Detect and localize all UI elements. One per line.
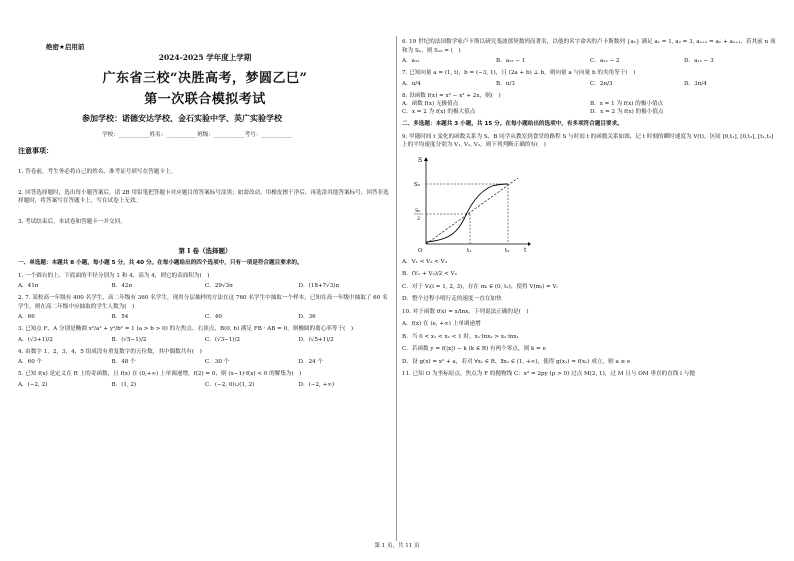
option: C．x = 2 为 f(x) 的极大值点 [402,109,476,115]
part1-title: 第 I 卷（选择题） [178,247,232,255]
option: C．(−2, 0)∪(1, 2) [205,381,255,388]
distance-curve [426,184,508,242]
question-stem: 7. 已知向量 a = (1, t)，b = (−3, 1)，且 (2a + b) ⊥ b，则向量 a 与向量 b 的夹角等于( ) [402,70,636,76]
section2-heading: 二、多选题：本题共 3 小题，共 15 分。在每小题给出的选项中，有多项符合题目要求。 [402,121,623,127]
question-stem: 11. 已知 O 为坐标原点，焦点为 F 的抛物线 C：x² = 2py (p > 0) 过点 M(2, 1)，过 M 且与 OM 垂直的直线 l 与抛 [402,371,695,377]
x-axis-label: t [524,246,527,254]
question-options [18,282,392,290]
option: A．V₁ < V₂ < V₃ [402,258,447,265]
s0-label: S₀ [414,181,420,188]
secant-line [426,178,518,244]
y-axis-label: S [418,156,423,164]
option: D．(√5+1)/2 [298,336,334,343]
notice-item: 1. 答卷前，考生务必将自己的姓名、准考证号填写在答题卡上。 [18,169,177,175]
question-stem: 9. 甲随时间 t 变化的函数关系为 S，B 同学从教室到食堂的路程 S 与时间 t 的函数关系如图，记 t 时刻的瞬时速度为 V(t)，区间 [0,t₁], [0,t₂], [t₁,t₂] 上的平均速度分别为 V₁, V₂, V₃，则下列判断正确的有( ) [402,133,774,148]
option: A．函数 f(x) 无极值点 [402,101,459,107]
question-options [402,80,778,88]
question-options [402,100,778,116]
question-stem: 10. 对于函数 f(x) = x/lnx，下列说法正确的是( ) [402,308,529,315]
option: A．(−2, 2) [18,381,48,388]
option: B．x = 1 为 f(x) 的极小值点 [590,101,664,107]
question-options [18,358,392,366]
option: D．36 [298,314,316,320]
option: C．40 [205,314,222,320]
option: C．2π/3 [590,80,613,87]
secret-label: 绝密★启用前 [46,43,85,51]
option: A．(√3+1)/2 [18,336,53,343]
column-divider [396,36,397,541]
question-options [18,313,392,321]
origin-label: O [418,247,423,254]
graph-svg [412,154,532,254]
option: D．整个过程小明行走的速度一直在加快 [402,296,502,302]
option: A．a₁₂ [402,58,420,64]
option: D．3π/4 [684,80,707,87]
option: C．(√3−1)/2 [205,336,241,343]
left-column [18,38,392,389]
participating-schools: 参加学校：诺德安达学校、金石实验中学、英广实验学校 [82,114,282,123]
question-stem: 4. 由数字 1，2，3，4，5 组成没有重复数字的五位数，其中偶数共有( ) [18,348,202,355]
s0-half-denominator: 2 [417,215,421,222]
notice-item: 3. 考试结束后，本试卷和答题卡一并交回。 [18,218,126,225]
option: D．(18+7√3)π [298,283,340,289]
option: B．54 [111,314,129,320]
option: B．(V₁ + V₃)/2 < V₂ [402,271,457,277]
question-options [18,336,392,344]
option: B．当 0 < x₁ < x₂ < 1 时，x₁·lnx₂ > x₂·lnx₁ [402,333,519,340]
option: B．(1, 2) [111,381,137,388]
page-footer: 第 1 页，共 11 页 [374,543,420,549]
option: B．π/3 [496,80,515,87]
option: C．若函数 y = f(|x|) − k (k ∈ R) 有两个零点，则 k = e [402,346,546,352]
option: A．60 个 [18,359,43,365]
option: D．x = 2 为 f(x) 的极小值点 [590,109,664,115]
exam-title-line1: 广东省三校“决胜高考，梦圆乙巳” [102,71,308,86]
x-axis-arrow [528,242,531,246]
option: C．30 个 [205,359,230,365]
option: C．对于 Vᵢ(i = 1, 2, 3)，存在 mᵢ ∈ (0, t₂)，使得 V(mᵢ) = Vᵢ [402,283,558,290]
question-stem: 6. 19 世纪的法国数学家卢卡斯以研究斐波那契数列而著名，以他的名字命名的卢卡斯数列 {aₙ} 满足 a₁ = 1, a₂ = 3, aₙ₊₂ = aₙ + aₙ₊₁，若其前 n 项和为 Sₙ，则 S₁₀ = ( ) [402,39,776,54]
question-stem: 2. 7. 某校高一年级有 400 名学生，高二年级有 360 名学生，现用分层抽样的方法在这 760 名学生中抽取一个样本，已知在高一年级中抽取了 60 名学生，则在高二年级中应抽取的学生人数为( ) [18,295,388,310]
exam-year: 2024-2025 学年度上学期 [158,53,252,62]
option: A．f(x) 在 (e, +∞) 上单调递增 [402,321,481,327]
notice-item: 2. 回答选择题时，选出每小题答案后，请 2B 用铅笔把答题卡对应题目的答案标号涂黑；如需改动，用橡皮擦干净后，再选涂其他答案标号。回答非选择题时，将答案写在答题卡上，写在试卷上无效。 [18,189,389,204]
notice-title: 注意事项： [18,147,53,155]
question-stem: 3. 已知点 F、A 分别是椭圆 x²/a² + y²/b² = 1 (a > b > 0) 的左焦点、右顶点，B(0, b) 满足 FB · AB = 0，则椭圆的离心率等于( ) [18,326,354,332]
y-axis-arrow [424,157,428,161]
question-stem: 5. 已知 f(x) 是定义在 R 上的奇函数，且 f(x) 在 (0,+∞) 上单调递增，f(2) = 0，则 (x−1)·f(x) < 0 的解集为( ) [18,371,302,377]
option: C．29√3π [205,283,233,289]
option: B．48 个 [111,359,136,365]
option: A．66 [18,314,35,320]
question-stem: 1. 一个圆台的上、下底面的半径分别为 1 和 4，高为 4，则它的表面积为( ) [18,272,210,279]
option: D．设 g(x) = x² + a，若对 ∀x₁ ∈ R，∃x₂ ∈ (1, +∞)，使得 g(x₁) = f(x₂) 成立，则 a ≥ e [402,358,631,365]
option: B．42π [111,283,132,289]
question-stem: 8. 设函数 f(x) = x³ − x² + 2x，则( ) [402,92,501,99]
t1-label: t₁ [467,247,472,254]
option: D．(−2, +∞) [298,381,335,388]
option: A．π/4 [402,80,421,87]
section1-heading: 一、单选题：本题共 8 小题，每小题 5 分，共 40 分。在每小题给出的四个选项中，只有一项是符合题目要求的。 [18,260,303,266]
right-column [402,38,778,379]
option: B．a₁₂ − 1 [496,58,526,64]
t2-label: t₂ [505,247,510,254]
option: C．a₁₂ − 2 [590,58,620,64]
distance-time-graph [412,154,532,254]
s0-half-numerator: S₀ [415,207,421,214]
option: B．(√5−1)/2 [111,336,147,343]
question-options [18,381,392,389]
student-info-line: 学校：___________姓名：___________班级：___________考号：___________ [102,132,293,138]
question-options [402,57,778,65]
option: D．a₁₂ − 3 [684,58,714,64]
option: D．24 个 [298,359,324,365]
exam-title-line2: 第一次联合模拟考试 [144,92,266,107]
option: A．41π [18,283,39,289]
